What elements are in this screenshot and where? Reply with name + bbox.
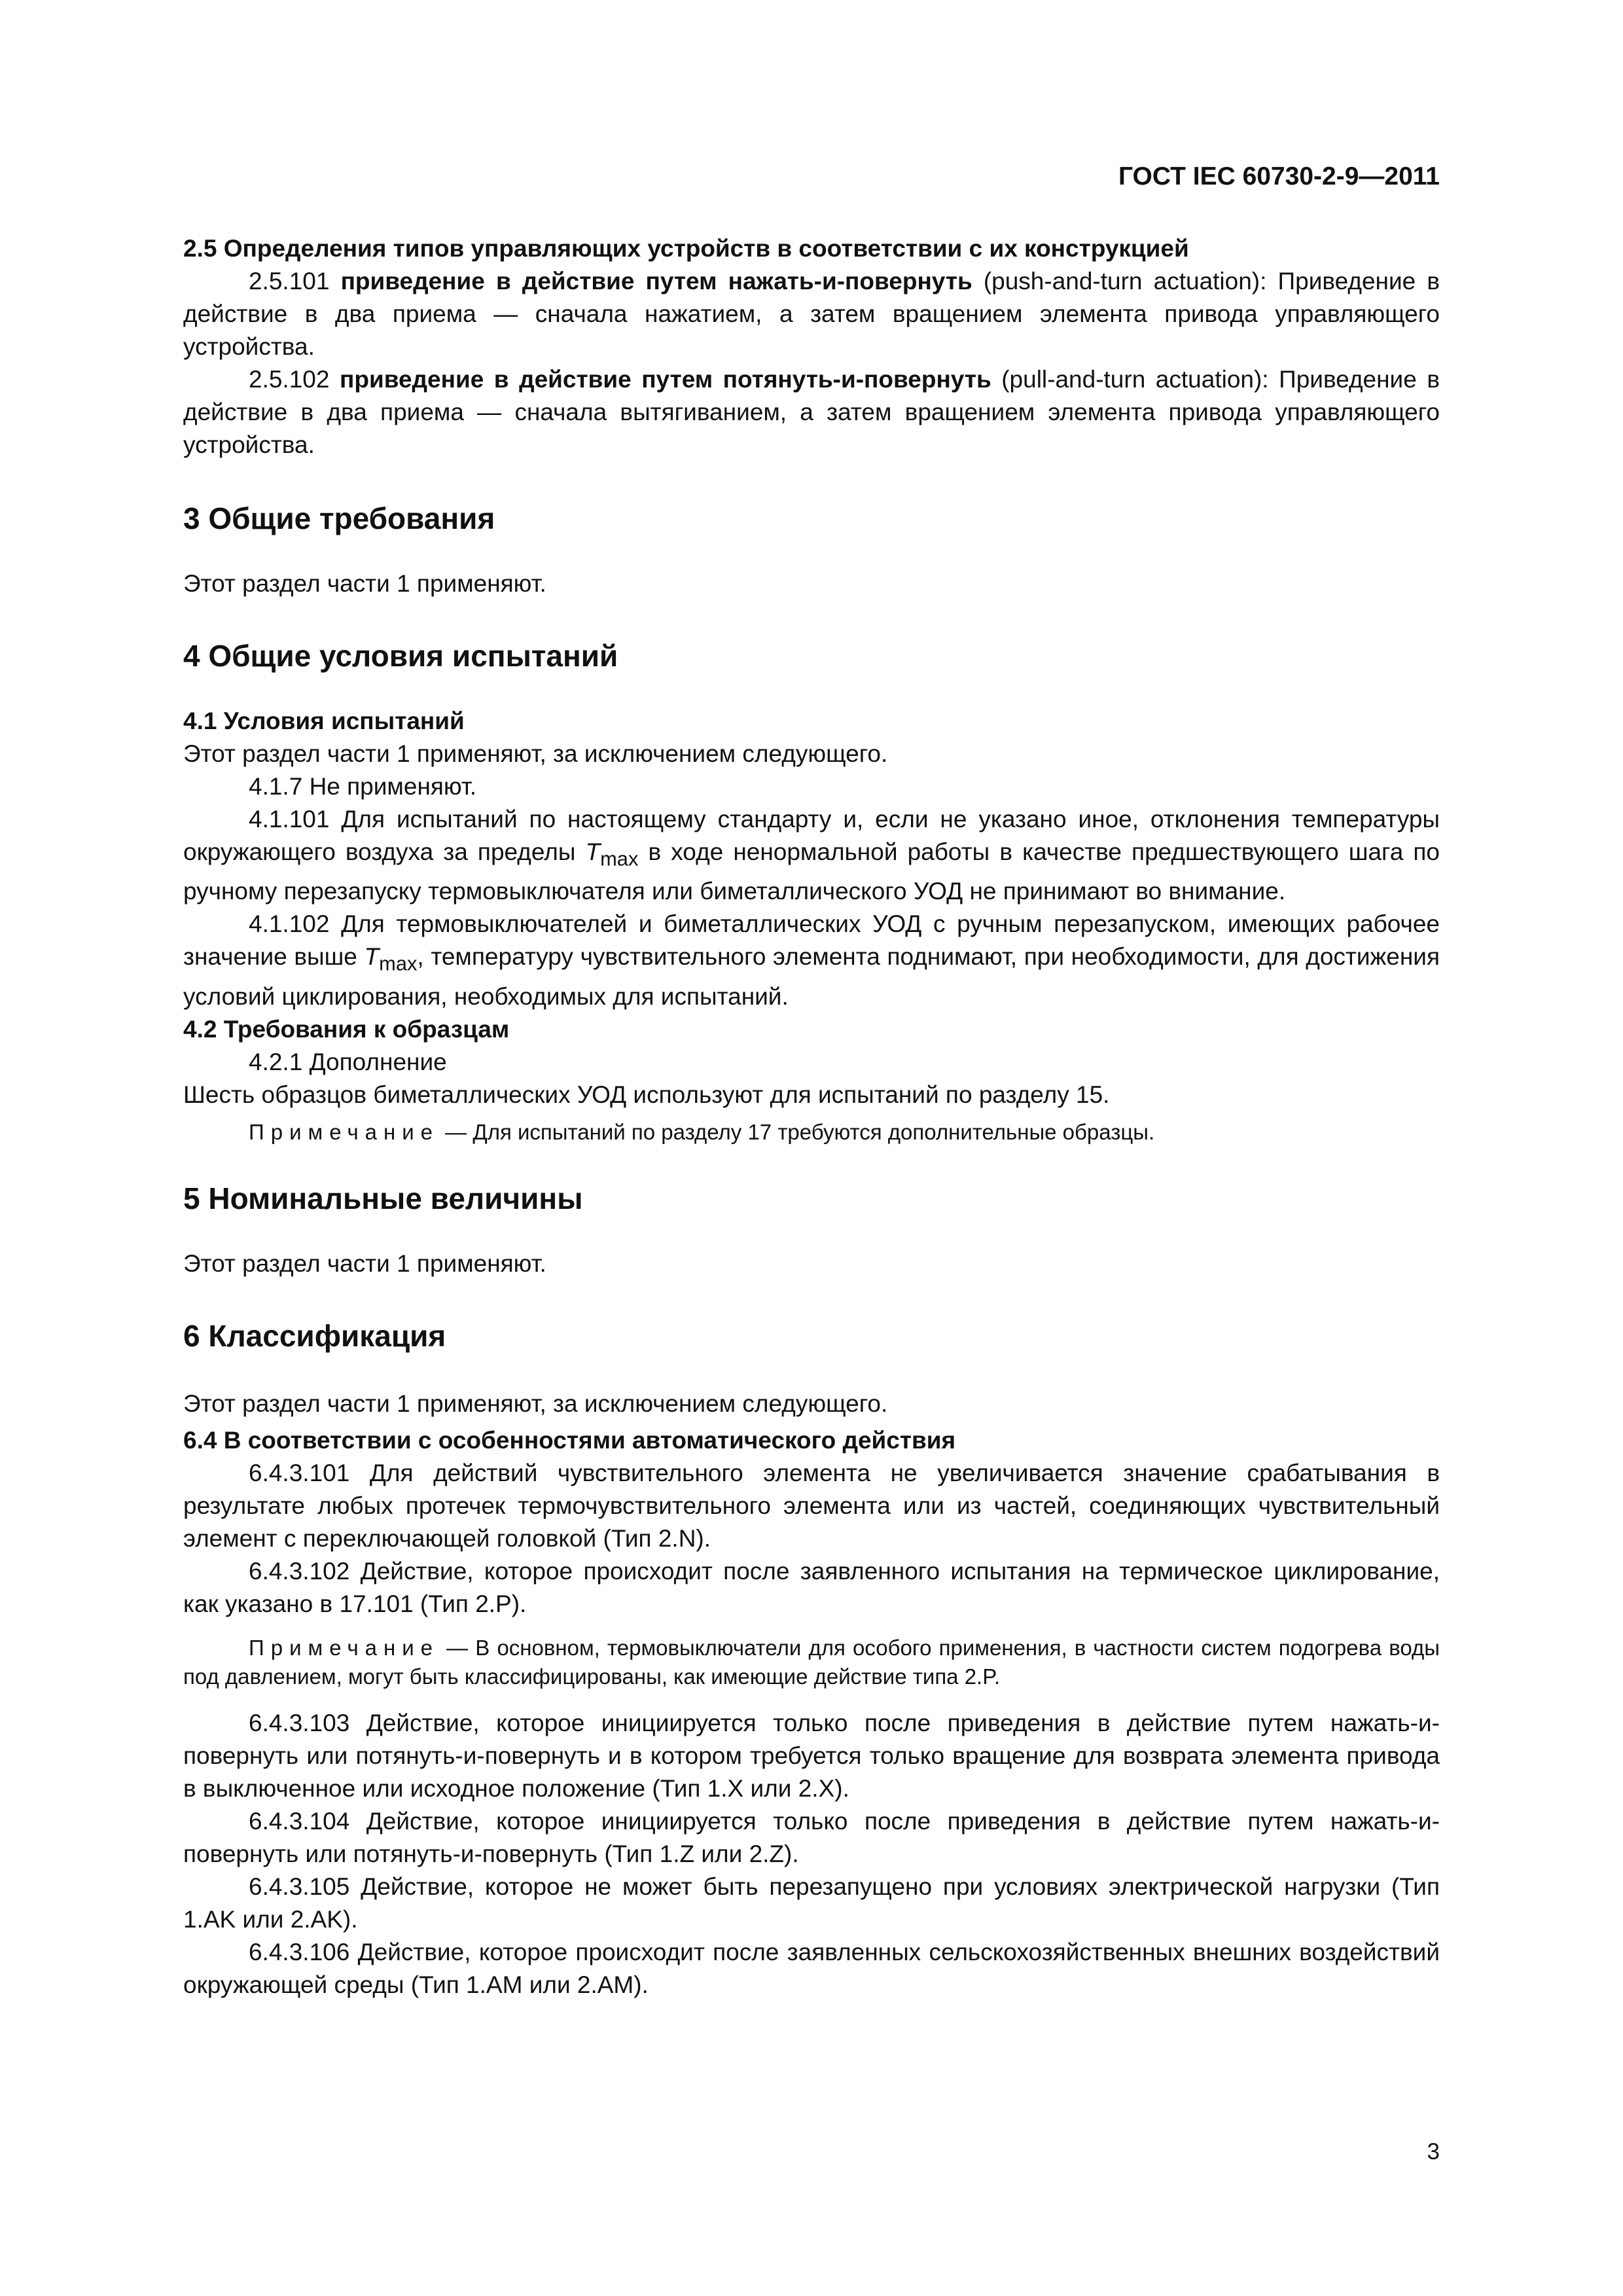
- section-4-1-intro: Этот раздел части 1 применяют, за исключением следующего.: [183, 740, 888, 767]
- section-6-4-heading: 6.4 В соответствии с особенностями автоматического действия: [183, 1426, 956, 1454]
- paragraph-4-1-101: [183, 803, 1440, 908]
- term-pull-and-turn: приведение в действие путем потянуть-и-повернуть: [340, 366, 991, 393]
- paragraph-4-2-1: 4.2.1 Дополнение: [249, 1048, 447, 1075]
- paragraph-6-4-3-101: 6.4.3.101 Для действий чувствительного элемента не увеличивается значение срабатывания в результате любых протечек термочувствительного элемента или из частей, соединяющих чувствительный элемент с переключающей головкой (Тип 2.N).: [183, 1459, 1440, 1552]
- paragraph-text: 4.1.102 Для термовыключателей и биметаллических УОД с ручным перезапуском, имеющих рабочее значение выше: [183, 910, 1440, 971]
- section-3-text: Этот раздел части 1 применяют.: [183, 570, 546, 597]
- term-push-and-turn: приведение в действие путем нажать-и-повернуть: [340, 268, 972, 295]
- paragraph-4-1-7: 4.1.7 Не применяют.: [249, 773, 476, 800]
- section-6-heading: 6 Классификация: [183, 1318, 446, 1353]
- paragraph-text: , температуру чувствительного элемента поднимают, при необходимости, для достижения условий циклирования, необходимых для испытаний.: [183, 943, 1440, 1010]
- clause-number: 2.5.101: [249, 268, 330, 295]
- paragraph-6-4-3-103: 6.4.3.103 Действие, которое инициируется только после приведения в действие путем нажать-и-повернуть или потянуть-и-повернуть и в котором требуется только вращение для возврата элемента привода в выключенное или исходное положение (Тип 1.X или 2.X).: [183, 1709, 1440, 1802]
- paragraph-4-1-102: [183, 908, 1440, 1013]
- note-text: — Для испытаний по разделу 17 требуются дополнительные образцы.: [439, 1119, 1155, 1144]
- paragraph-2-5-102: [183, 363, 1440, 461]
- paragraph-2-5-101: [183, 265, 1440, 363]
- clause-number: 2.5.102: [249, 366, 330, 393]
- standard-header: ГОСТ IEC 60730-2-9—2011: [1118, 162, 1440, 190]
- definition-text: (push-and-turn actuation): Приведение в действие в два приема — сначала нажатием, а затем вращением элемента привода управляющего устройства.: [183, 268, 1440, 360]
- section-2-5-heading: 2.5 Определения типов управляющих устройств в соответствии с их конструкцией: [183, 235, 1189, 262]
- paragraph-6-4-3-105: 6.4.3.105 Действие, которое не может быть перезапущено при условиях электрической нагрузки (Тип 1.AK или 2.AK).: [183, 1873, 1440, 1933]
- paragraph-text: 4.1.101 Для испытаний по настоящему стандарту и, если не указано иное, отклонения температуры окружающего воздуха за пределы: [183, 806, 1440, 865]
- section-4-2-heading: 4.2 Требования к образцам: [183, 1015, 510, 1043]
- paragraph-4-2-text: Шесть образцов биметаллических УОД используют для испытаний по разделу 15.: [183, 1081, 1110, 1108]
- section-3-heading: 3 Общие требования: [183, 501, 495, 535]
- tmax-letter: T: [364, 943, 380, 971]
- note-6-4: [183, 1634, 1440, 1691]
- paragraph-6-4-3-102: 6.4.3.102 Действие, которое происходит после заявленного испытания на термическое циклирование, как указано в 17.101 (Тип 2.P).: [183, 1557, 1440, 1617]
- page-content: [183, 151, 1440, 2001]
- note-text: — В основном, термовыключатели для особого применения, в частности систем подогрева воды под давлением, могут быть классифицированы, как имеющие действие типа 2.P.: [183, 1635, 1440, 1689]
- tmax-letter: T: [585, 838, 601, 865]
- note-label: Примечание: [249, 1635, 440, 1660]
- section-5-heading: 5 Номинальные величины: [183, 1181, 583, 1215]
- section-4-1-heading: 4.1 Условия испытаний: [183, 708, 465, 734]
- note-4-2: [183, 1118, 1440, 1147]
- tmax-subscript: max: [379, 952, 418, 975]
- page-number: 3: [1427, 2139, 1440, 2164]
- definition-text: (pull-and-turn actuation): Приведение в действие в два приема — сначала вытягиванием, а затем вращением элемента привода управляющего устройства.: [183, 366, 1440, 458]
- paragraph-6-4-3-104: 6.4.3.104 Действие, которое инициируется только после приведения в действие путем нажать-и-повернуть или потянуть-и-повернуть (Тип 1.Z или 2.Z).: [183, 1807, 1440, 1867]
- section-6-text: Этот раздел части 1 применяют, за исключением следующего.: [183, 1390, 888, 1417]
- tmax-symbol: [364, 943, 418, 975]
- paragraph-text: в ходе ненормальной работы в качестве предшествующего шага по ручному перезапуску термовыключателя или биметаллического УОД не принимают во внимание.: [183, 838, 1440, 905]
- tmax-subscript: max: [600, 847, 639, 870]
- tmax-symbol: [585, 838, 639, 870]
- note-label: Примечание: [249, 1119, 440, 1144]
- paragraph-6-4-3-106: 6.4.3.106 Действие, которое происходит после заявленных сельскохозяйственных внешних воздействий окружающей среды (Тип 1.AM или 2.AM).: [183, 1938, 1440, 1998]
- section-4-heading: 4 Общие условия испытаний: [183, 639, 618, 673]
- section-5-text: Этот раздел части 1 применяют.: [183, 1249, 546, 1277]
